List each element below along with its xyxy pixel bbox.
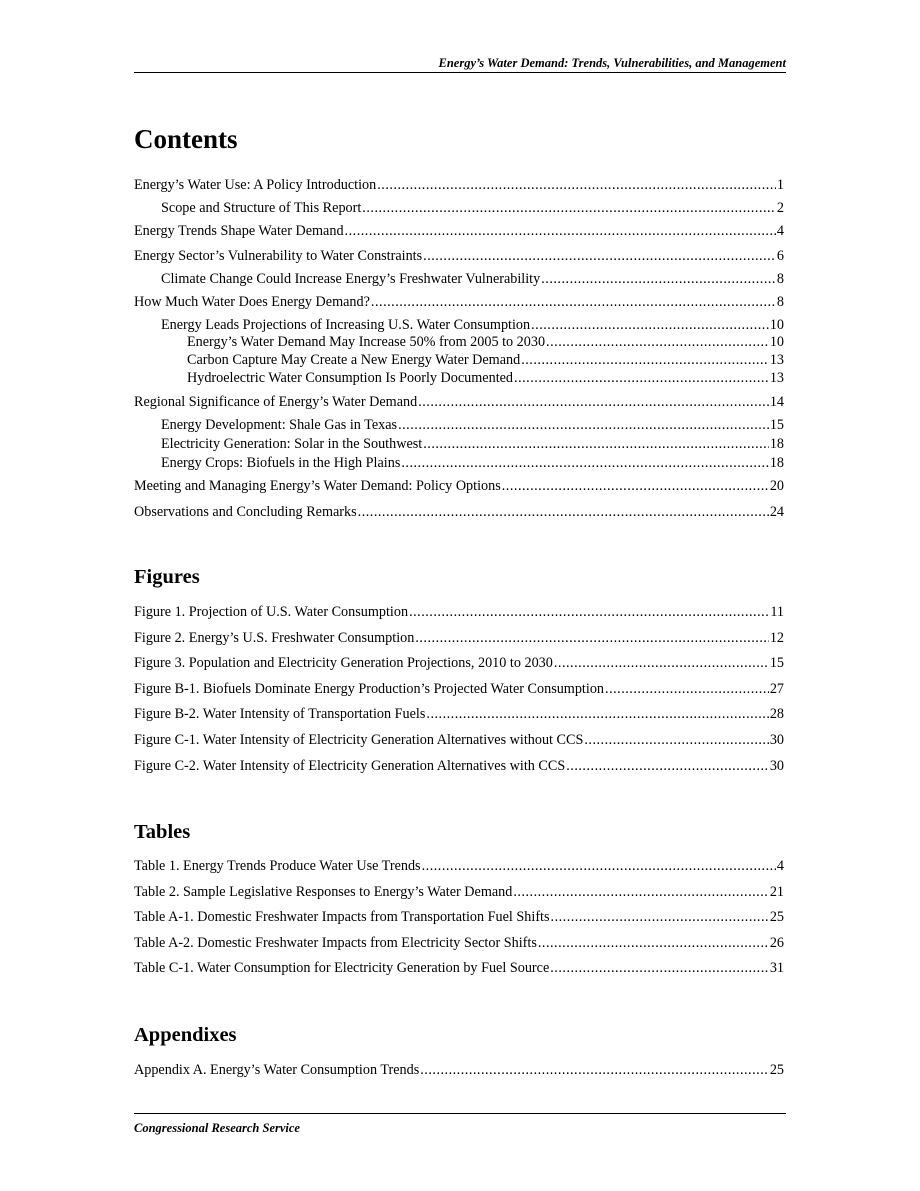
toc-entry-page: 4 bbox=[776, 858, 784, 874]
toc-entry[interactable] bbox=[134, 732, 784, 749]
toc-entry-title: Hydroelectric Water Consumption Is Poorly Documented bbox=[187, 370, 514, 386]
toc-entry[interactable] bbox=[134, 884, 784, 901]
toc-entry-title: Observations and Concluding Remarks bbox=[134, 504, 357, 520]
toc-entry-page: 24 bbox=[769, 504, 784, 520]
toc-entry-page: 21 bbox=[769, 884, 784, 900]
toc-entry[interactable] bbox=[134, 1062, 784, 1079]
dot-leader bbox=[554, 655, 769, 672]
toc-entry-page: 13 bbox=[769, 352, 784, 368]
toc-entry-page: 8 bbox=[776, 271, 784, 287]
toc-entry-page: 15 bbox=[769, 655, 784, 671]
toc-entry-title: Figure B-2. Water Intensity of Transportation Fuels bbox=[134, 706, 426, 722]
toc-entry-page: 10 bbox=[769, 334, 784, 350]
toc-entry-title: Energy Trends Shape Water Demand bbox=[134, 223, 344, 239]
dot-leader bbox=[415, 630, 768, 647]
contents-heading: Contents bbox=[134, 124, 238, 154]
toc-entry-page: 1 bbox=[776, 177, 784, 193]
toc-entry[interactable] bbox=[134, 417, 784, 434]
dot-leader bbox=[605, 681, 769, 698]
toc-entry[interactable] bbox=[134, 604, 784, 621]
toc-entry-title: Energy Leads Projections of Increasing U.S. Water Consumption bbox=[161, 317, 531, 333]
running-header: Energy’s Water Demand: Trends, Vulnerabilities, and Management bbox=[438, 56, 786, 70]
toc-entry[interactable] bbox=[134, 177, 784, 194]
toc-entry-page: 25 bbox=[769, 909, 784, 925]
toc-entry-title: Figure B-1. Biofuels Dominate Energy Production’s Projected Water Consumption bbox=[134, 681, 605, 697]
dot-leader bbox=[420, 1062, 769, 1079]
toc-entry-page: 4 bbox=[776, 223, 784, 239]
toc-entry[interactable] bbox=[134, 317, 784, 334]
header-rule bbox=[134, 72, 786, 73]
toc-entry[interactable] bbox=[134, 248, 784, 265]
dot-leader bbox=[551, 909, 769, 926]
toc-entry[interactable] bbox=[134, 294, 784, 311]
toc-entry-title: Table C-1. Water Consumption for Electricity Generation by Fuel Source bbox=[134, 960, 550, 976]
dot-leader bbox=[422, 858, 776, 875]
toc-entry-page: 31 bbox=[769, 960, 784, 976]
dot-leader bbox=[426, 706, 768, 723]
toc-entry-page: 28 bbox=[769, 706, 784, 722]
toc-entry-page: 6 bbox=[776, 248, 784, 264]
dot-leader bbox=[546, 334, 769, 351]
dot-leader bbox=[531, 317, 769, 334]
tables-heading: Tables bbox=[134, 821, 191, 843]
toc-entry-title: Electricity Generation: Solar in the Southwest bbox=[161, 436, 423, 452]
dot-leader bbox=[584, 732, 768, 749]
dot-leader bbox=[358, 504, 769, 521]
toc-entry-page: 10 bbox=[769, 317, 784, 333]
footer-rule bbox=[134, 1113, 786, 1114]
toc-entry[interactable] bbox=[134, 370, 784, 387]
dot-leader bbox=[418, 394, 769, 411]
toc-entry[interactable] bbox=[134, 681, 784, 698]
dot-leader bbox=[377, 177, 776, 194]
toc-entry-page: 2 bbox=[776, 200, 784, 216]
toc-entry-title: Meeting and Managing Energy’s Water Demand: Policy Options bbox=[134, 478, 501, 494]
dot-leader bbox=[541, 271, 776, 288]
toc-entry[interactable] bbox=[134, 655, 784, 672]
toc-entry-page: 11 bbox=[770, 604, 784, 620]
toc-entry[interactable] bbox=[134, 630, 784, 647]
toc-entry-page: 8 bbox=[776, 294, 784, 310]
toc-entry-title: Figure C-2. Water Intensity of Electricity Generation Alternatives with CCS bbox=[134, 758, 566, 774]
toc-entry-title: Energy Crops: Biofuels in the High Plains bbox=[161, 455, 401, 471]
toc-entry[interactable] bbox=[134, 271, 784, 288]
toc-entry-title: Figure 1. Projection of U.S. Water Consumption bbox=[134, 604, 409, 620]
toc-entry-page: 18 bbox=[769, 455, 784, 471]
toc-entry-page: 25 bbox=[769, 1062, 784, 1078]
toc-entry-title: Climate Change Could Increase Energy’s Freshwater Vulnerability bbox=[161, 271, 541, 287]
toc-entry[interactable] bbox=[134, 394, 784, 411]
toc-entry-page: 20 bbox=[769, 478, 784, 494]
toc-entry-page: 30 bbox=[769, 758, 784, 774]
dot-leader bbox=[362, 200, 776, 217]
toc-entry[interactable] bbox=[134, 436, 784, 453]
toc-entry-page: 12 bbox=[769, 630, 784, 646]
figures-heading: Figures bbox=[134, 566, 200, 588]
toc-entry-page: 30 bbox=[769, 732, 784, 748]
running-footer: Congressional Research Service bbox=[134, 1121, 300, 1135]
toc-entry-title: Carbon Capture May Create a New Energy Water Demand bbox=[187, 352, 521, 368]
toc-entry[interactable] bbox=[134, 200, 784, 217]
toc-entry[interactable] bbox=[134, 455, 784, 472]
toc-entry-title: Energy’s Water Demand May Increase 50% from 2005 to 2030 bbox=[187, 334, 546, 350]
toc-entry-title: Energy’s Water Use: A Policy Introduction bbox=[134, 177, 377, 193]
toc-entry-title: Appendix A. Energy’s Water Consumption Trends bbox=[134, 1062, 420, 1078]
dot-leader bbox=[502, 478, 769, 495]
dot-leader bbox=[514, 370, 769, 387]
dot-leader bbox=[371, 294, 776, 311]
toc-entry[interactable] bbox=[134, 352, 784, 369]
dot-leader bbox=[423, 436, 769, 453]
toc-entry[interactable] bbox=[134, 478, 784, 495]
dot-leader bbox=[398, 417, 769, 434]
toc-entry[interactable] bbox=[134, 706, 784, 723]
dot-leader bbox=[513, 884, 768, 901]
toc-entry-title: Energy Development: Shale Gas in Texas bbox=[161, 417, 398, 433]
toc-entry[interactable] bbox=[134, 858, 784, 875]
toc-entry-page: 26 bbox=[769, 935, 784, 951]
dot-leader bbox=[409, 604, 769, 621]
toc-entry-title: Figure 3. Population and Electricity Generation Projections, 2010 to 2030 bbox=[134, 655, 553, 671]
toc-entry[interactable] bbox=[134, 758, 784, 775]
toc-entry[interactable] bbox=[134, 223, 784, 240]
dot-leader bbox=[423, 248, 776, 265]
toc-entry[interactable] bbox=[134, 334, 784, 351]
toc-entry-title: Table A-2. Domestic Freshwater Impacts from Electricity Sector Shifts bbox=[134, 935, 537, 951]
dot-leader bbox=[538, 935, 769, 952]
toc-entry-page: 15 bbox=[769, 417, 784, 433]
dot-leader bbox=[401, 455, 768, 472]
toc-entry-title: Table 2. Sample Legislative Responses to Energy’s Water Demand bbox=[134, 884, 513, 900]
toc-entry[interactable] bbox=[134, 960, 784, 977]
appendixes-heading: Appendixes bbox=[134, 1024, 237, 1046]
toc-entry-title: Scope and Structure of This Report bbox=[161, 200, 362, 216]
toc-entry-title: Energy Sector’s Vulnerability to Water Constraints bbox=[134, 248, 423, 264]
toc-entry-title: Figure 2. Energy’s U.S. Freshwater Consumption bbox=[134, 630, 415, 646]
toc-entry-title: Regional Significance of Energy’s Water Demand bbox=[134, 394, 418, 410]
toc-entry-title: Table 1. Energy Trends Produce Water Use Trends bbox=[134, 858, 421, 874]
toc-entry-page: 18 bbox=[769, 436, 784, 452]
toc-entry-title: Figure C-1. Water Intensity of Electricity Generation Alternatives without CCS bbox=[134, 732, 584, 748]
toc-entry-page: 13 bbox=[769, 370, 784, 386]
toc-entry-page: 14 bbox=[769, 394, 784, 410]
dot-leader bbox=[345, 223, 776, 240]
dot-leader bbox=[521, 352, 769, 369]
toc-entry-title: Table A-1. Domestic Freshwater Impacts from Transportation Fuel Shifts bbox=[134, 909, 550, 925]
toc-entry[interactable] bbox=[134, 909, 784, 926]
dot-leader bbox=[566, 758, 769, 775]
toc-entry[interactable] bbox=[134, 935, 784, 952]
toc-entry[interactable] bbox=[134, 504, 784, 521]
dot-leader bbox=[550, 960, 769, 977]
toc-entry-title: How Much Water Does Energy Demand? bbox=[134, 294, 370, 310]
toc-entry-page: 27 bbox=[769, 681, 784, 697]
